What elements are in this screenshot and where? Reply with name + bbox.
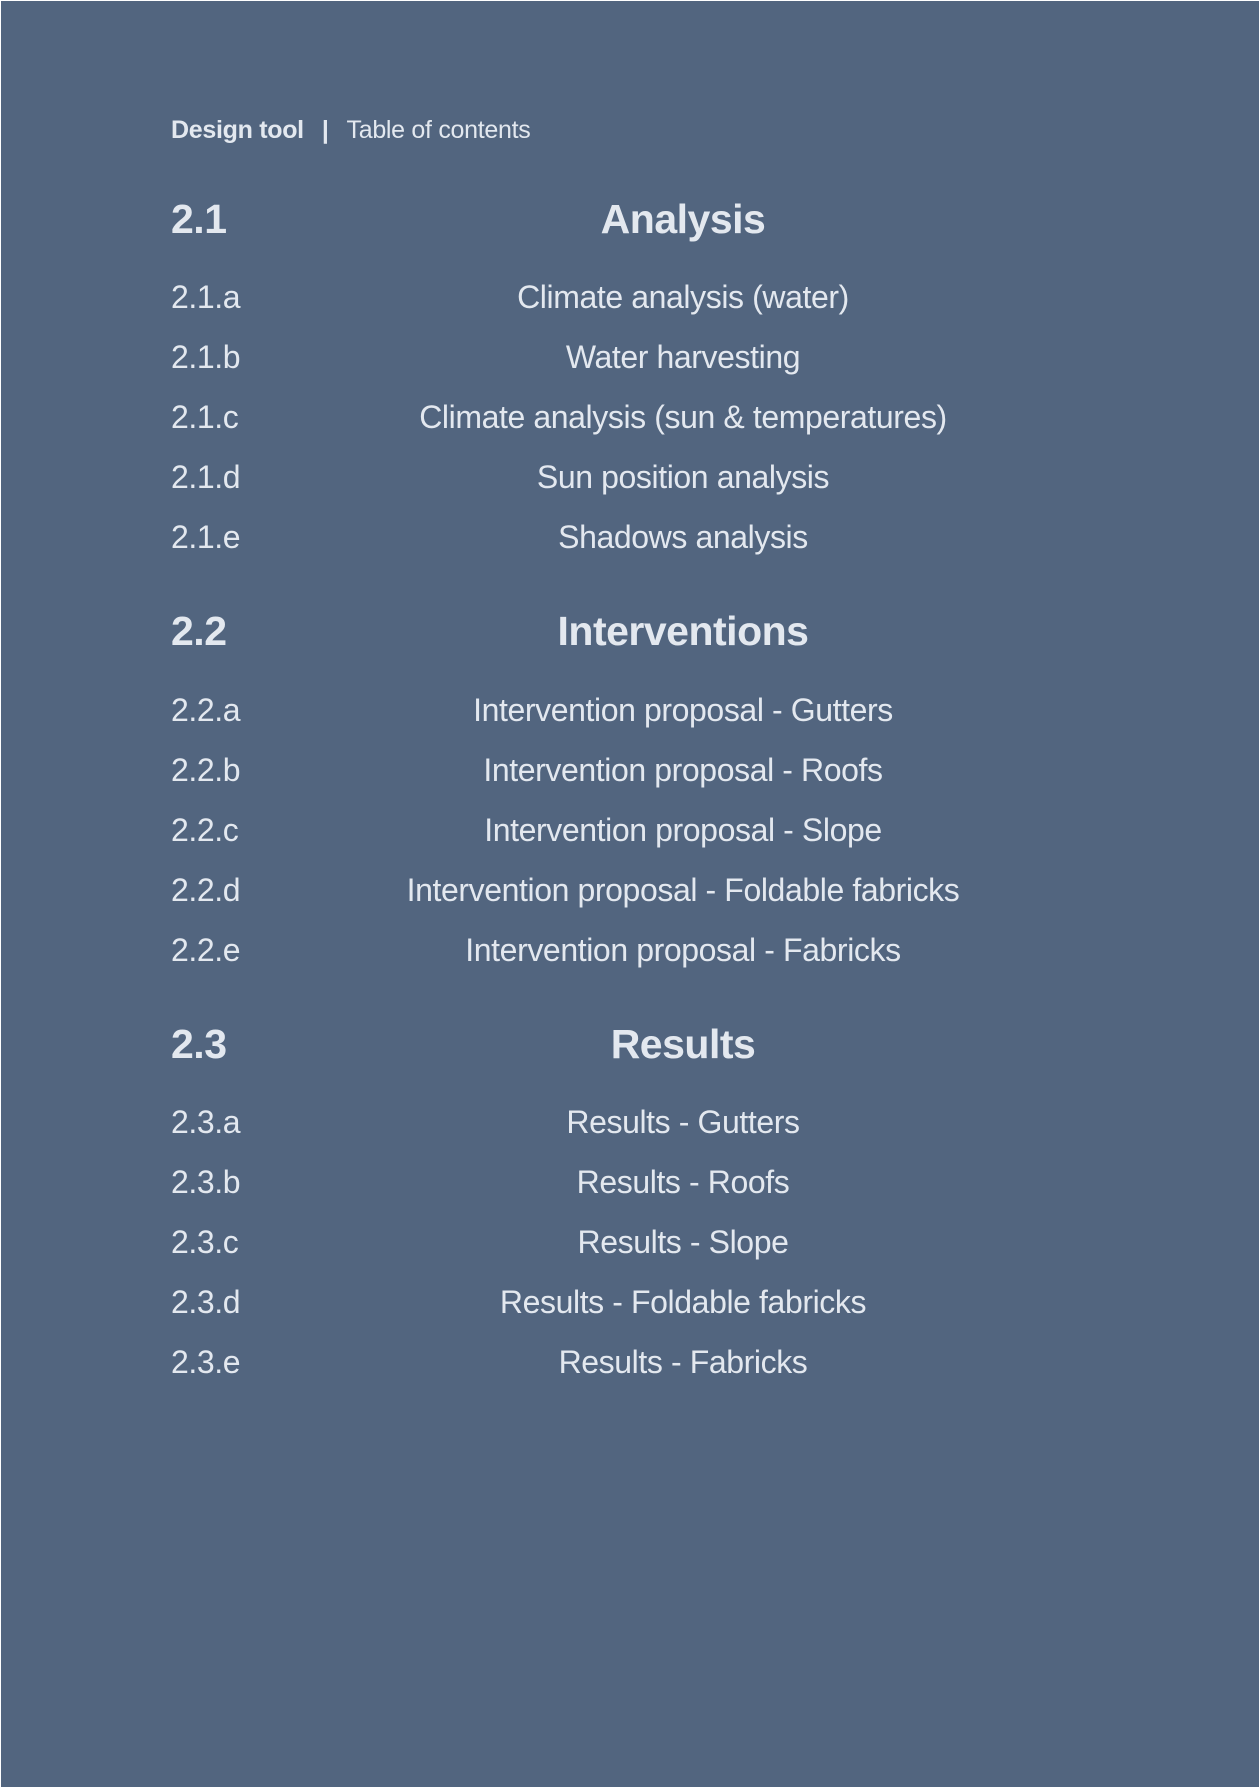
entry-number: 2.1.c xyxy=(171,399,239,435)
entry-number: 2.3.b xyxy=(171,1164,241,1200)
section-number: 2.2 xyxy=(171,608,227,654)
toc-page xyxy=(1,1,1259,1787)
section-title: Interventions xyxy=(557,608,809,654)
entry-number: 2.2.d xyxy=(171,872,241,908)
toc-section-results[interactable] xyxy=(1,1014,1259,1074)
entry-title: Results - Foldable fabricks xyxy=(499,1284,867,1320)
entry-title: Intervention proposal - Roofs xyxy=(483,752,883,788)
entry-title: Intervention proposal - Slope xyxy=(484,812,882,848)
entry-number: 2.2.a xyxy=(171,692,241,728)
entry-number: 2.3.d xyxy=(171,1284,241,1320)
toc-entry[interactable] xyxy=(1,267,1259,327)
entry-number: 2.3.e xyxy=(171,1344,241,1380)
entry-title: Intervention proposal - Gutters xyxy=(473,692,893,728)
toc-entry[interactable] xyxy=(1,1152,1259,1212)
entry-number: 2.3.c xyxy=(171,1224,239,1260)
entry-title: Climate analysis (water) xyxy=(517,279,849,315)
entry-title: Results - Roofs xyxy=(576,1164,790,1200)
header-separator: | xyxy=(321,116,329,144)
entry-title: Results - Slope xyxy=(577,1224,789,1260)
entry-number: 2.3.a xyxy=(171,1104,241,1140)
toc-entry[interactable] xyxy=(1,860,1259,920)
entry-title: Results - Gutters xyxy=(566,1104,800,1140)
toc-entry[interactable] xyxy=(1,1332,1259,1392)
toc-entry[interactable] xyxy=(1,1092,1259,1152)
section-number: 2.3 xyxy=(171,1021,227,1067)
toc-entry[interactable] xyxy=(1,800,1259,860)
entry-title: Sun position analysis xyxy=(536,459,830,495)
entry-number: 2.1.d xyxy=(171,459,241,495)
entry-number: 2.2.b xyxy=(171,752,241,788)
entry-title: Climate analysis (sun & temperatures) xyxy=(419,399,947,435)
toc-entry[interactable] xyxy=(1,387,1259,447)
entry-number: 2.2.e xyxy=(171,932,241,968)
page-header xyxy=(171,113,530,147)
section-number: 2.1 xyxy=(171,196,227,242)
entry-number: 2.1.e xyxy=(171,519,241,555)
section-title: Results xyxy=(610,1021,756,1067)
entry-number: 2.1.a xyxy=(171,279,241,315)
toc-entry[interactable] xyxy=(1,1272,1259,1332)
entry-title: Results - Fabricks xyxy=(558,1344,808,1380)
entry-number: 2.2.c xyxy=(171,812,239,848)
toc-entry[interactable] xyxy=(1,680,1259,740)
header-subtitle: Table of contents xyxy=(346,116,531,144)
toc-entry[interactable] xyxy=(1,507,1259,567)
toc-entry[interactable] xyxy=(1,1212,1259,1272)
section-title: Analysis xyxy=(600,196,766,242)
toc-section-interventions[interactable] xyxy=(1,601,1259,661)
toc-entry[interactable] xyxy=(1,920,1259,980)
toc-entry[interactable] xyxy=(1,740,1259,800)
toc-entry[interactable] xyxy=(1,327,1259,387)
header-tool-name: Design tool xyxy=(171,116,304,144)
entry-title: Water harvesting xyxy=(565,339,801,375)
entry-title: Intervention proposal - Fabricks xyxy=(465,932,901,968)
toc-entry[interactable] xyxy=(1,447,1259,507)
entry-title: Intervention proposal - Foldable fabricks xyxy=(406,872,960,908)
entry-number: 2.1.b xyxy=(171,339,241,375)
toc-section-analysis[interactable] xyxy=(1,189,1259,249)
entry-title: Shadows analysis xyxy=(558,519,808,555)
